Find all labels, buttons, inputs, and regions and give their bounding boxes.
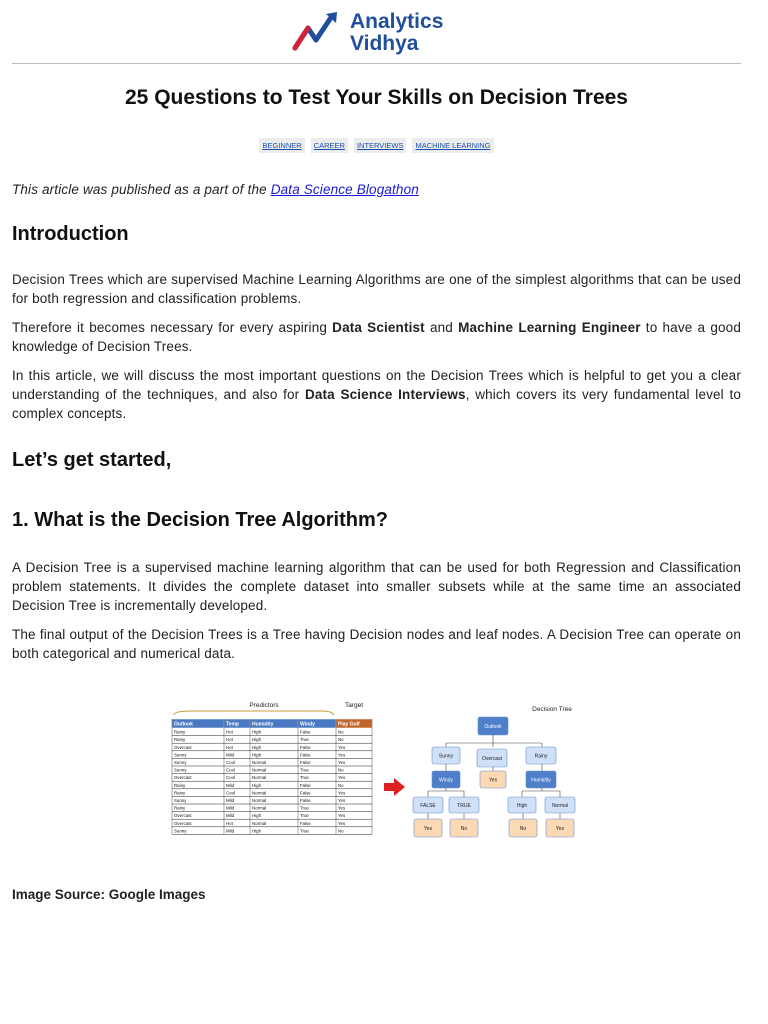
table-cell: Mild: [226, 813, 235, 819]
table-cell: Yes: [338, 760, 346, 765]
p2-data-scientist: Data Scientist: [332, 320, 425, 335]
tree-branch-true-label: TRUE: [457, 803, 471, 809]
table-cell: No: [338, 767, 344, 773]
table-cell: Mild: [226, 752, 235, 758]
table-cell: Rainy: [174, 729, 186, 735]
table-cell: High: [252, 744, 262, 750]
table-cell: Yes: [338, 820, 346, 826]
tag-career[interactable]: CAREER: [311, 138, 348, 153]
tree-node-rainy-label: Rainy: [534, 753, 548, 760]
table-cell: Rainy: [174, 805, 186, 811]
blogathon-link[interactable]: Data Science Blogathon: [270, 182, 419, 197]
intro-paragraph-3: [12, 366, 741, 423]
p2-ml-engineer: Machine Learning Engineer: [458, 320, 641, 335]
table-cell: Sunny: [174, 798, 187, 803]
blogathon-note: [12, 180, 741, 199]
predictors-label: Predictors: [249, 702, 279, 709]
table-cell: True: [300, 737, 309, 743]
tag-list: [0, 138, 753, 153]
tag-interviews[interactable]: INTERVIEWS: [354, 138, 407, 153]
table-header-text: Outlook: [174, 721, 193, 728]
table-cell: Cool: [226, 790, 236, 796]
table-cell: True: [300, 767, 309, 773]
target-label: Target: [344, 702, 364, 709]
tag-machine-learning[interactable]: MACHINE LEARNING: [412, 138, 493, 153]
page-title: 25 Questions to Test Your Skills on Decision Trees: [125, 86, 628, 109]
table-header-text: Humidity: [252, 721, 274, 728]
tree-leaf-label: Yes: [555, 826, 565, 832]
lets-get-started-heading: Let’s get started,: [12, 449, 172, 471]
table-header-text: Temp: [226, 721, 239, 728]
tree-node-root-label: Outlook: [484, 724, 502, 730]
table-cell: Yes: [338, 752, 346, 758]
tree-leaf-label: No: [519, 826, 527, 832]
table-cell: False: [300, 798, 311, 803]
intro-paragraph-2: [12, 318, 741, 356]
table-cell: False: [300, 790, 311, 796]
table-cell: False: [300, 760, 311, 765]
table-cell: Normal: [252, 790, 267, 796]
table-cell: Mild: [226, 782, 235, 788]
p3-c: , which covers its very fundamental level to complex concepts.: [12, 387, 741, 421]
table-cell: Sunny: [174, 828, 187, 834]
table-cell: False: [300, 744, 311, 750]
tree-branch-false-label: FALSE: [420, 803, 436, 809]
question-1-heading: 1. What is the Decision Tree Algorithm?: [12, 509, 388, 531]
table-cell: No: [338, 729, 344, 735]
tree-leaf-label: Yes: [423, 826, 433, 832]
table-cell: Normal: [252, 798, 267, 803]
table-cell: Normal: [252, 760, 267, 765]
table-cell: Yes: [338, 813, 346, 819]
table-cell: High: [252, 828, 262, 834]
tree-title: Decision Tree: [532, 706, 572, 713]
table-cell: Rainy: [174, 737, 186, 743]
table-cell: No: [338, 737, 344, 743]
table-cell: Rainy: [174, 790, 186, 796]
table-cell: True: [300, 775, 309, 781]
decision-tree-figure: [12, 687, 741, 867]
table-cell: Mild: [226, 798, 235, 803]
table-cell: No: [338, 828, 344, 834]
table-cell: False: [300, 782, 311, 788]
table-cell: No: [338, 782, 344, 788]
table-cell: True: [300, 828, 309, 834]
table-cell: High: [252, 813, 262, 819]
site-header: [0, 0, 768, 64]
decision-tree-image: [12, 687, 741, 867]
analytics-vidhya-logo[interactable]: [292, 8, 472, 56]
p3-interviews: Data Science Interviews: [304, 387, 466, 402]
table-cell: True: [300, 805, 309, 811]
p2-a: Therefore it becomes necessary for every aspiring: [12, 320, 333, 335]
table-cell: Hot: [226, 737, 233, 743]
p2-e: to have a good knowledge of Decision Trees.: [12, 320, 741, 354]
tree-leaf-label: No: [460, 826, 468, 832]
table-cell: Normal: [252, 767, 267, 773]
table-cell: True: [300, 813, 309, 819]
tag-beginner[interactable]: BEGINNER: [259, 138, 304, 153]
tree-node-windy-label: Windy: [439, 777, 453, 784]
table-cell: Mild: [226, 805, 235, 811]
intro-paragraph-1: Decision Trees which are supervised Machine Learning Algorithms are one of the simplest algorithms that can be used for both regression and classification problems.: [12, 272, 741, 306]
image-source-caption: Image Source: Google Images: [12, 887, 206, 902]
table-cell: Hot: [226, 729, 233, 735]
header-divider: [12, 63, 741, 64]
table-header-text: Windy: [300, 721, 315, 728]
table-cell: Cool: [226, 760, 236, 765]
table-cell: Sunny: [174, 767, 187, 773]
tree-branch-high-label: High: [516, 803, 528, 809]
table-cell: Overcast: [174, 744, 192, 750]
table-cell: Normal: [252, 775, 267, 781]
logo-mark-icon: [292, 10, 344, 52]
table-cell: Cool: [226, 775, 236, 781]
table-cell: Yes: [338, 790, 346, 796]
logo-text: [350, 11, 443, 55]
table-cell: Normal: [252, 820, 267, 826]
logo-line2: Vidhya: [350, 32, 419, 55]
table-cell: Sunny: [174, 752, 187, 758]
table-cell: False: [300, 820, 311, 826]
table-cell: High: [252, 729, 262, 735]
tree-node-sunny-label: Sunny: [438, 753, 454, 760]
question-1-paragraph-1: A Decision Tree is a supervised machine learning algorithm that can be used for both Regression and Classification problem statements. It divides the complete dataset into smaller subsets while at the same time an associated Decision Tree is incrementally developed.: [12, 560, 741, 613]
table-cell: Hot: [226, 820, 233, 826]
question-1-paragraph-2: The final output of the Decision Trees is a Tree having Decision nodes and leaf nodes. A Decision Tree can operate on both categorical and numerical data.: [12, 627, 741, 661]
tree-node-humidity-label: Humidity: [531, 777, 551, 784]
article-body: [12, 180, 741, 902]
table-cell: Rainy: [174, 782, 186, 788]
table-cell: Hot: [226, 744, 233, 750]
table-cell: Overcast: [174, 813, 192, 819]
table-cell: False: [300, 752, 311, 758]
table-cell: Sunny: [174, 760, 187, 765]
table-cell: High: [252, 782, 262, 788]
table-cell: Cool: [226, 767, 236, 773]
intro-heading: Introduction: [12, 223, 129, 245]
table-cell: Yes: [338, 805, 346, 811]
p3-a: In this article, we will discuss the most important questions on the Decision Trees which is helpful to get you a clear understanding of the techniques, and also for: [12, 368, 741, 402]
table-cell: Yes: [338, 798, 346, 803]
red-arrow-icon: [384, 778, 405, 796]
table-cell: High: [252, 737, 262, 743]
table-cell: Yes: [338, 775, 346, 781]
table-cell: Mild: [226, 828, 235, 834]
table-cell: Yes: [338, 744, 346, 750]
tree-node-overcast-yes-label: Yes: [488, 777, 498, 784]
table-cell: False: [300, 729, 311, 735]
table-cell: High: [252, 752, 262, 758]
blogathon-prefix: This article was published as a part of the: [12, 182, 271, 197]
predictors-brace: [174, 711, 334, 715]
table-header-text: Play Golf: [338, 721, 360, 728]
table-cell: Overcast: [174, 820, 192, 826]
tree-node-overcast-label: Overcast: [481, 756, 503, 762]
table-cell: Overcast: [174, 775, 192, 781]
logo-line1: Analytics: [350, 10, 444, 33]
p2-c: and: [424, 320, 459, 335]
table-cell: Normal: [252, 805, 267, 811]
tree-branch-normal-label: Normal: [551, 803, 569, 809]
